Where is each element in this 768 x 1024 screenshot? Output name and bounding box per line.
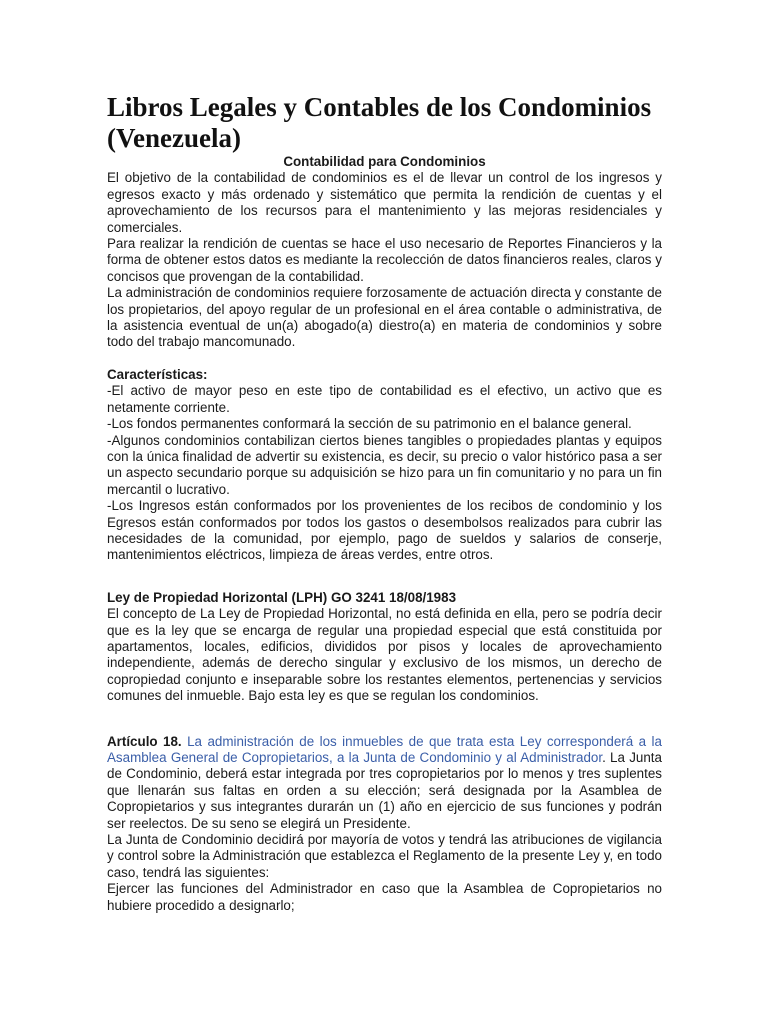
section-heading-contabilidad: Contabilidad para Condominios [283, 154, 486, 169]
spacer [107, 564, 662, 590]
article-label: Artículo 18. [107, 733, 182, 749]
document-title: Libros Legales y Contables de los Condominios (Venezuela) [107, 92, 652, 153]
article-continuation: . La Junta de Condominio, deberá estar integrada por tres copropietarios por lo menos y tres suplentes que llenarán sus faltas en orden a su elección; será designada por la Asamblea de Copropietarios y sus integrantes durarán un (1) año en ejercicio de sus funciones y podrán ser reelectos. De su seno se elegirá un Presidente. [107, 750, 662, 831]
intro-paragraph-1: El objetivo de la contabilidad de condominios es el de llevar un control de los ingresos y egresos exacto y más ordenado y sistemático que permita la rendición de cuentas y el aprovechamiento de los recursos para el mantenimiento y las mejoras residenciales y comerciales. [107, 170, 662, 235]
article-highlighted-text[interactable]: La administración de los inmuebles de que trata esta Ley corresponderá a la Asamblea General de Copropietarios, a la Junta de Condominio y al Administrador [107, 733, 662, 765]
intro-paragraph-3: La administración de condominios requiere forzosamente de actuación directa y constante de los propietarios, del apoyo regular de un profesional en el área contable o administrativa, de la asistencia eventual de un(a) abogado(a) diestro(a) en materia de condominios y sobre todo del trabajo mancomunado. [107, 285, 662, 350]
law-heading: Ley de Propiedad Horizontal (LPH) GO 3241 18/08/1983 [107, 589, 457, 605]
article-paragraph-3: Ejercer las funciones del Administrador en caso que la Asamblea de Copropietarios no hubiere procedido a designarlo; [107, 881, 662, 913]
characteristics-item-1: -El activo de mayor peso en este tipo de contabilidad es el efectivo, un activo que es netamente corriente. [107, 383, 662, 415]
intro-paragraph-2: Para realizar la rendición de cuentas se hace el uso necesario de Reportes Financieros y la forma de obtener estos datos es mediante la recolección de datos financieros reales, claros y concisos que provengan de la contabilidad. [107, 236, 662, 284]
article-paragraph-2: La Junta de Condominio decidirá por mayoría de votos y tendrá las atribuciones de vigilancia y control sobre la Administración que establezca el Reglamento de la presente Ley y, en todo caso, tendrá las siguientes: [107, 832, 662, 880]
spacer [107, 351, 662, 367]
document-page [107, 92, 662, 914]
characteristics-item-3: -Algunos condominios contabilizan ciertos bienes tangibles o propiedades plantas y equipos con la única finalidad de advertir su existencia, es decir, su precio o valor histórico pasa a ser un aspecto secundario porque su adquisición se hizo para un fin comunitario y no para un fin mercantil o lucrativo. [107, 432, 662, 497]
characteristics-heading: Características: [107, 366, 208, 382]
characteristics-item-2: -Los fondos permanentes conformará la sección de su patrimonio en el balance general. [107, 416, 632, 432]
characteristics-item-4: -Los Ingresos están conformados por los provenientes de los recibos de condominio y los Egresos están conformados por todos los gastos o desembolsos realizados para cubrir las necesidades de la comunidad, por ejemplo, pago de sueldos y salarios de conserje, mantenimientos eléctricos, limpieza de áreas verdes, entre otros. [107, 498, 662, 563]
spacer [107, 705, 662, 734]
law-paragraph: El concepto de La Ley de Propiedad Horizontal, no está definida en ella, pero se podría decir que es la ley que se encarga de regular una propiedad especial que está constituida por apartamentos, locales, edificios, divididos por pisos y locales de aprovechamiento independiente, además de derecho singular y exclusivo de los mismos, un derecho de copropiedad conjunto e inseparable sobre los restantes elementos, pertenencias y servicios comunes del inmueble. Bajo esta ley es que se regulan los condominios. [107, 606, 662, 704]
article-18-paragraph [107, 734, 662, 832]
